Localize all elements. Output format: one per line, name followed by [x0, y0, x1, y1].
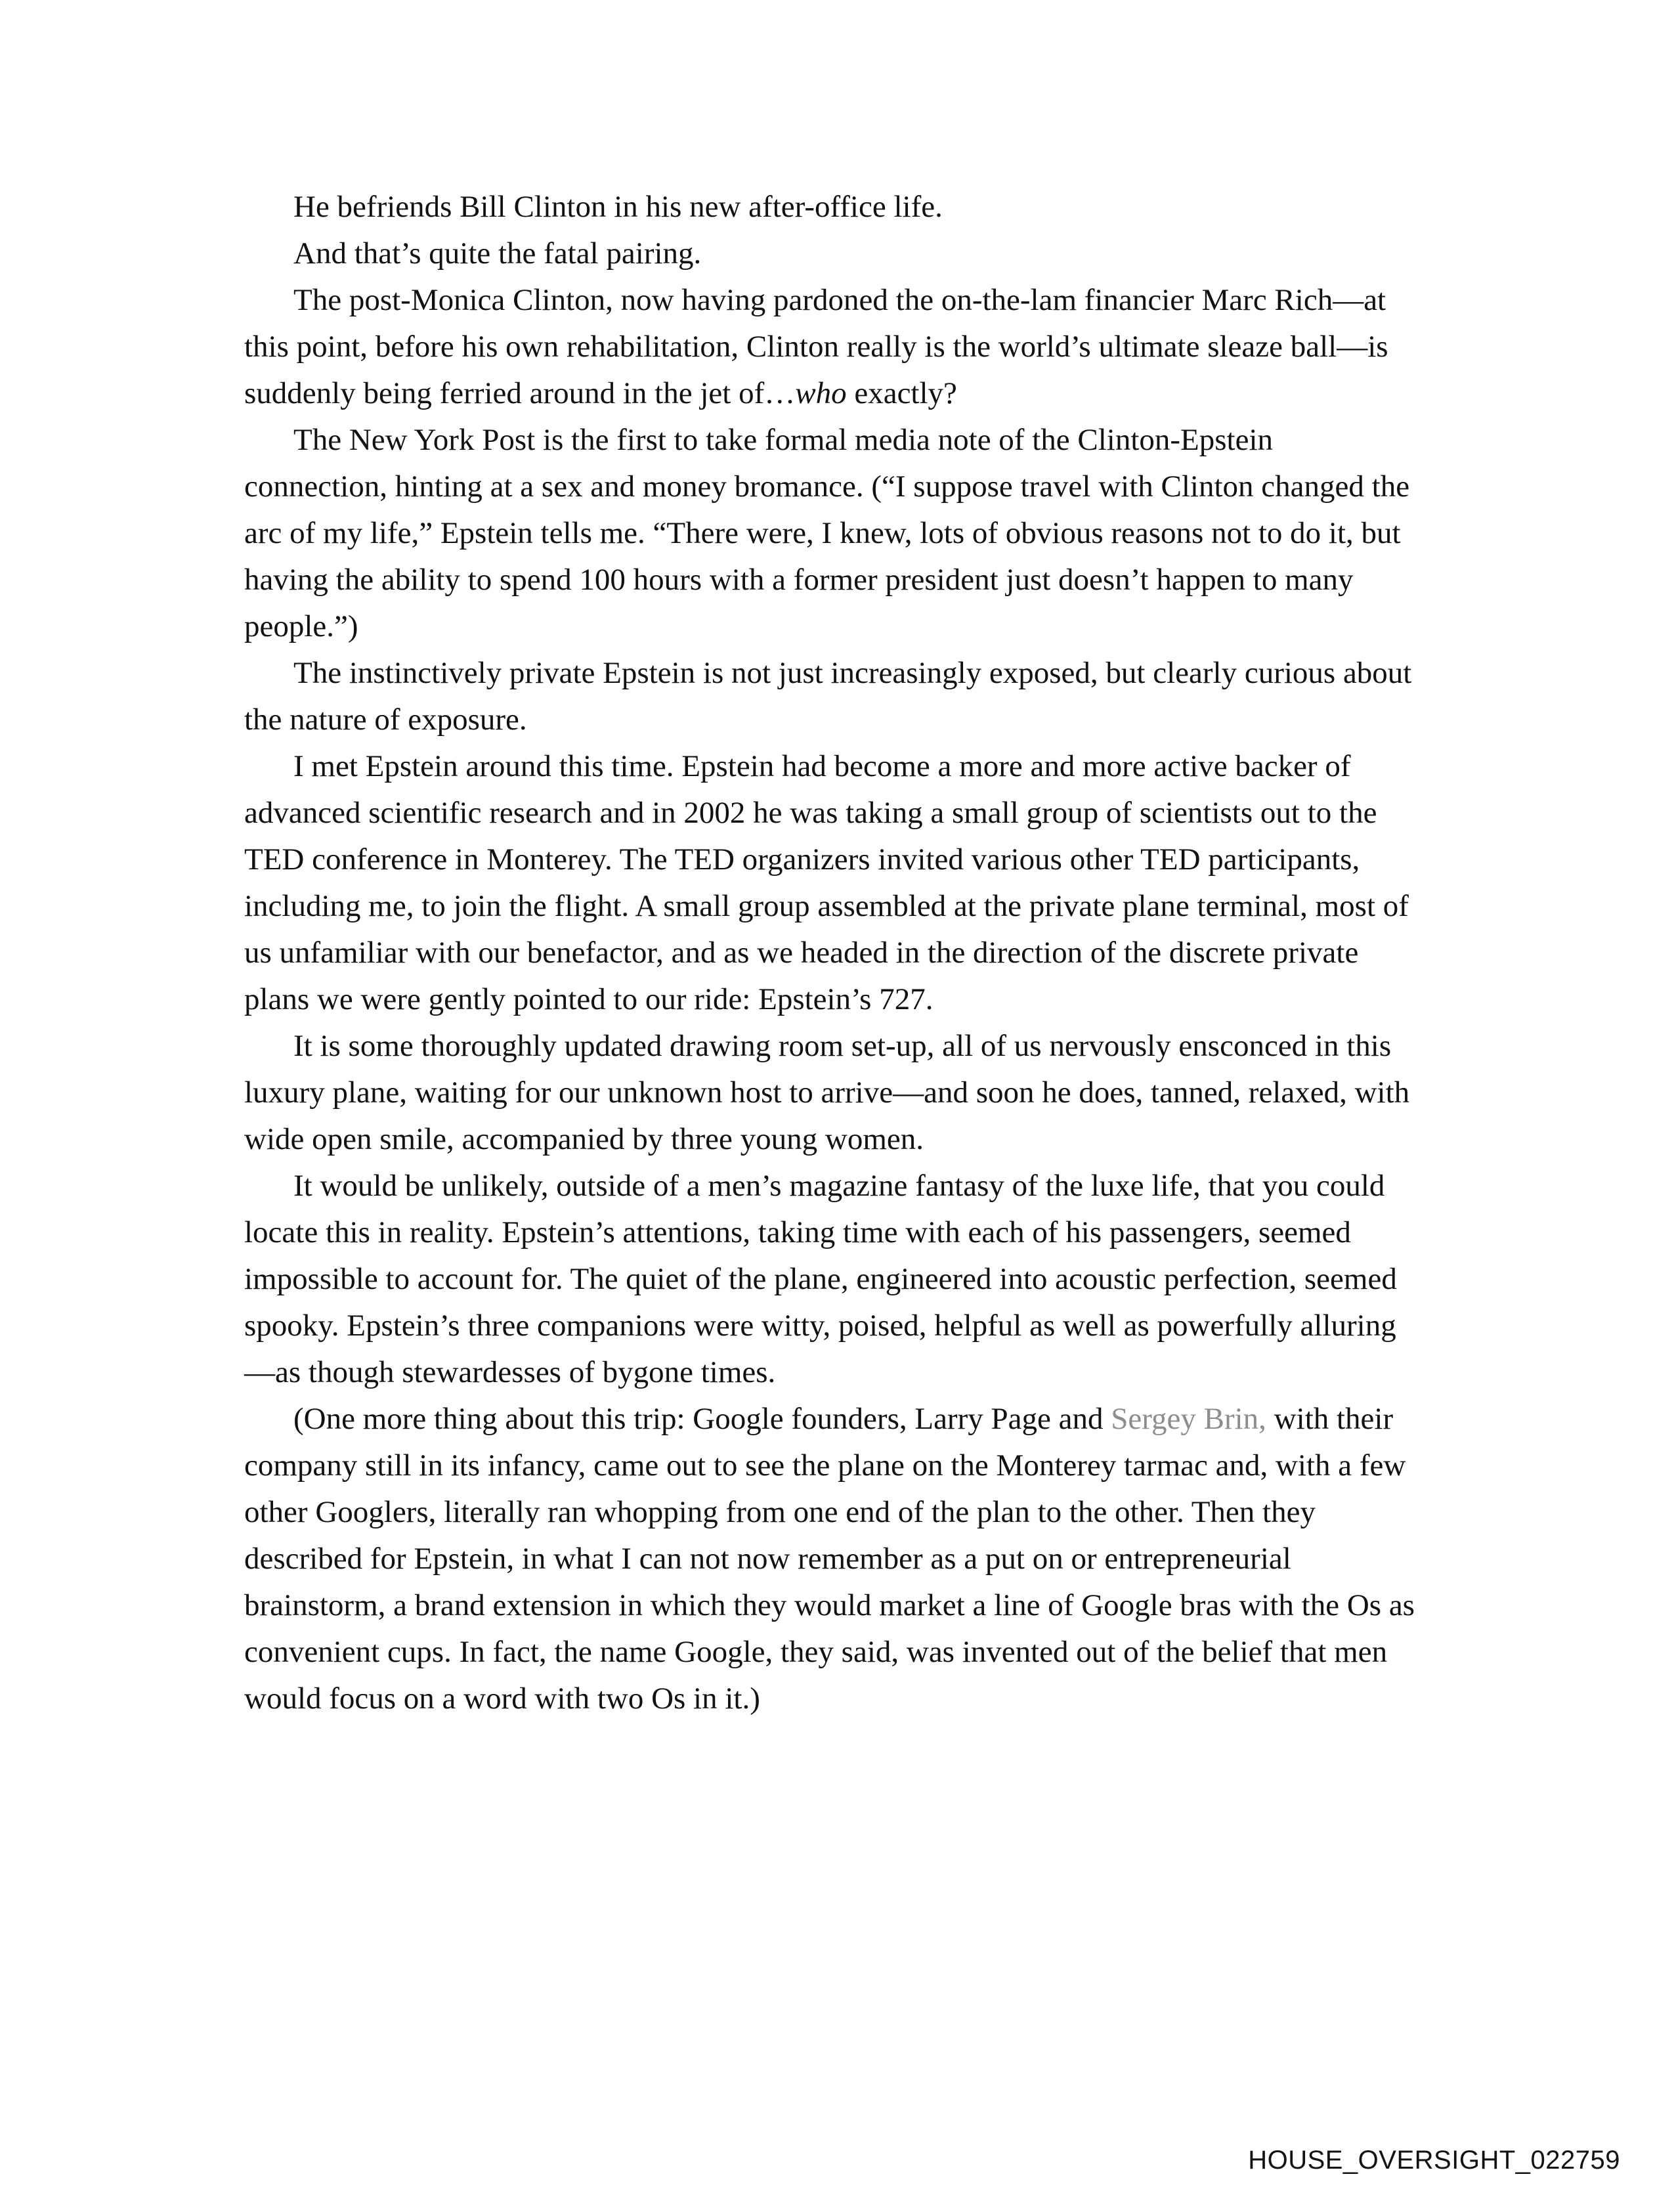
paragraph-text-after-faded: with their company still in its infancy, came out to see the plane on the Monterey tarmac and, with a few other Googlers, literally ran whopping from one end of the plan to the other. Then they described for Epstein, in what I can not now remember as a put on or entrepreneurial brainstorm, a brand extension in which they would market a line of Google bras with the Os as convenient cups. In fact, the name Google, they said, was invented out of the belief that men would focus on a word with two Os in it.): [244, 1402, 1423, 1716]
paragraph: The New York Post is the first to take formal media note of the Clinton-Epstein connection, hinting at a sex and money bromance. (“I suppose travel with Clinton changed the arc of my life,” Epstein tells me. “There were, I knew, lots of obvious reasons not to do it, but having the ability to spend 100 hours with a former president just doesn’t happen to many people.”): [244, 423, 1417, 643]
paragraph: And that’s quite the fatal pairing.: [293, 236, 702, 271]
faded-name-text: Sergey Brin,: [1111, 1402, 1266, 1436]
paragraph: It would be unlikely, outside of a men’s magazine fantasy of the luxe life, that you could locate this in reality. Epstein’s attentions, taking time with each of his passengers, seemed impossible to account for. The quiet of the plane, engineered into acoustic perfection, seemed spooky. Epstein’s three companions were witty, poised, helpful as well as powerfully alluring—as though stewardesses of bygone times.: [244, 1169, 1405, 1389]
paragraph-text-after-italic: exactly?: [846, 376, 957, 410]
paragraph-text-before-italic: The post-Monica Clinton, now having pardoned the on-the-lam financier Marc Rich—at this point, before his own rehabilitation, Clinton really is the world’s ultimate sleaze ball—is suddenly being ferried around in the jet of…: [244, 283, 1396, 410]
document-body: [244, 184, 1423, 1722]
paragraph: I met Epstein around this time. Epstein had become a more and more active backer of advanced scientific research and in 2002 he was taking a small group of scientists out to the TED conference in Monterey. The TED organizers invited various other TED participants, including me, to join the flight. A small group assembled at the private plane terminal, most of us unfamiliar with our benefactor, and as we headed in the direction of the discrete private plans we were gently pointed to our ride: Epstein’s 727.: [244, 749, 1417, 1016]
paragraph: He befriends Bill Clinton in his new after-office life.: [293, 190, 943, 224]
paragraph-text-before-faded: (One more thing about this trip: Google founders, Larry Page and: [293, 1402, 1111, 1436]
paragraph-with-faded-text: [244, 1396, 1423, 1722]
paragraph: It is some thoroughly updated drawing room set-up, all of us nervously ensconced in this luxury plane, waiting for our unknown host to arrive—and soon he does, tanned, relaxed, with wide open smile, accompanied by three young women.: [244, 1029, 1417, 1156]
italic-emphasis: who: [795, 376, 847, 410]
paragraph: The instinctively private Epstein is not just increasingly exposed, but clearly curious about the nature of exposure.: [244, 656, 1420, 737]
paragraph-with-italic: [244, 277, 1419, 417]
bates-stamp: HOUSE_OVERSIGHT_022759: [1248, 2146, 1620, 2175]
